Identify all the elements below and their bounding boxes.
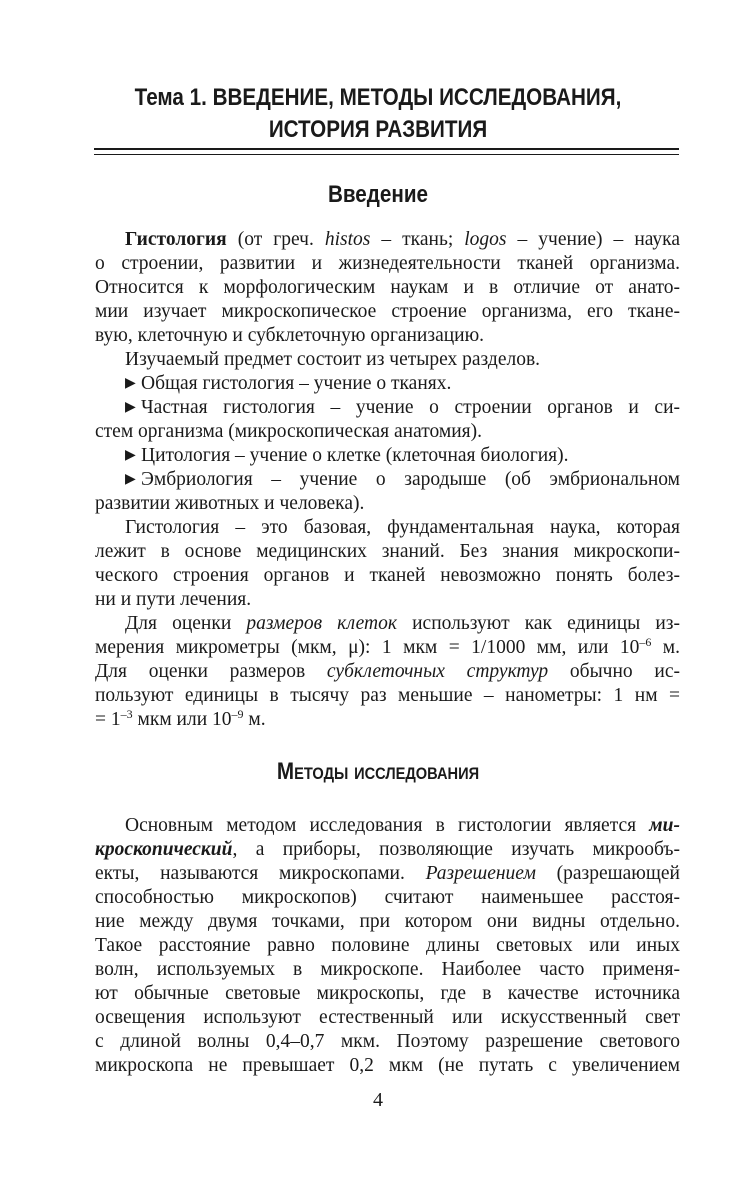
list-item xyxy=(95,468,680,492)
text-run: , а приборы, позволяющие изучать микрообъ- xyxy=(232,839,680,860)
text-bold-italic: кроскопический xyxy=(95,839,233,860)
text-line: мии изучает микроскопическое строение организма, его ткане- xyxy=(95,301,680,322)
text-line: освещения используют естественный или искусственный свет xyxy=(95,1007,680,1028)
text-line: ют обычные световые микроскопы, где в качестве источника xyxy=(95,983,680,1004)
text-line: вую, клеточную и субклеточную организацию. xyxy=(95,325,485,346)
text-line: микроскопа не превышает 0,2 мкм (не путать с увеличением xyxy=(95,1055,680,1076)
chapter-title-line-1: Тема 1. ВВЕДЕНИЕ, МЕТОДЫ ИССЛЕДОВАНИЯ, xyxy=(134,84,622,111)
text-line: Гистология – это базовая, фундаментальная наука, которая xyxy=(125,517,680,538)
term-histology: Гистология xyxy=(125,229,227,250)
bullet-arrow-icon: ▶ xyxy=(125,448,136,463)
text-run: обычно ис- xyxy=(548,661,680,682)
text-line xyxy=(95,838,680,862)
text-line xyxy=(95,612,680,636)
text-line xyxy=(95,814,680,838)
chapter-title xyxy=(105,82,652,146)
title-rule-thin xyxy=(94,154,679,155)
text-line: ни и пути лечения. xyxy=(95,589,252,610)
text-run: = 1 xyxy=(95,709,121,730)
methods-heading: Методы исследования xyxy=(276,758,480,785)
text-line: Относится к морфологическим наукам и в отличие от анато- xyxy=(95,277,680,298)
text-line xyxy=(95,660,680,684)
text-run: мерения микрометры (мкм, μ): 1 мкм = 1/1000 мм, или 10 xyxy=(95,637,640,658)
bullet-arrow-icon: ▶ xyxy=(125,472,136,487)
text-line: лежит в основе медицинских знаний. Без знания микроскопи- xyxy=(95,541,680,562)
text-line: стем организма (микроскопическая анатомия). xyxy=(95,421,483,442)
text-line: способностью микроскопов) считают наименьшее расстоя- xyxy=(95,887,680,908)
superscript: –6 xyxy=(639,635,652,649)
text-run: Для оценки xyxy=(125,613,247,634)
title-rule-thick xyxy=(94,148,679,150)
text-line: развитии животных и человека). xyxy=(95,493,365,514)
text-line: ческого строения органов и тканей невозможно понять болез- xyxy=(95,565,680,586)
text-line: Такое расстояние равно половине длины световых или иных xyxy=(95,935,680,956)
text-run: м. xyxy=(243,709,266,730)
text-run: используют как единицы из- xyxy=(397,613,681,634)
text-italic: Разрешением xyxy=(425,863,536,884)
text-italic: субклеточных структур xyxy=(326,661,549,682)
list-item xyxy=(95,396,680,420)
text-run: Общая гистология – учение о тканях. xyxy=(141,373,452,394)
text-run: Эмбриология – учение о зародыше (об эмбриональном xyxy=(141,469,680,490)
text-run: – ткань; xyxy=(370,229,465,250)
text-run: Основным методом исследования в гистологии является xyxy=(125,815,650,836)
text-italic: logos xyxy=(464,229,507,250)
text-italic: histos xyxy=(324,229,371,250)
list-item xyxy=(95,444,680,468)
text-line xyxy=(95,636,680,660)
text-run: Частная гистология – учение о строении органов и си- xyxy=(141,397,680,418)
chapter-title-line-2: ИСТОРИЯ РАЗВИТИЯ xyxy=(268,116,488,143)
text-line xyxy=(95,862,680,886)
text-run: – учение) – наука xyxy=(506,229,680,250)
superscript: –3 xyxy=(120,707,133,721)
page-number: 4 xyxy=(373,1089,383,1111)
intro-heading: Введение xyxy=(327,181,429,208)
text-bold-italic: ми- xyxy=(649,815,680,836)
text-line: пользуют единицы в тысячу раз меньшие – нанометры: 1 нм = xyxy=(95,685,680,706)
text-italic: размеров клеток xyxy=(246,613,398,634)
text-line: о строении, развитии и жизнедеятельности тканей организма. xyxy=(95,253,680,274)
text-run: екты, называются микроскопами. xyxy=(95,863,426,884)
bullet-arrow-icon: ▶ xyxy=(125,400,136,415)
text-line: с длиной волны 0,4–0,7 мкм. Поэтому разрешение светового xyxy=(95,1031,680,1052)
text-line xyxy=(95,708,680,732)
text-line xyxy=(95,228,680,252)
list-item xyxy=(95,372,680,396)
text-run: (разрешающей xyxy=(535,863,680,884)
bullet-arrow-icon: ▶ xyxy=(125,376,136,391)
text-run: Цитология – учение о клетке (клеточная биология). xyxy=(141,445,569,466)
text-line: ние между двумя точками, при котором они видны отдельно. xyxy=(95,911,680,932)
text-run: Для оценки размеров xyxy=(95,661,327,682)
superscript: –9 xyxy=(231,707,244,721)
text-run: мкм или 10 xyxy=(132,709,232,730)
text-line: Изучаемый предмет состоит из четырех разделов. xyxy=(125,349,541,370)
text-line: волн, используемых в микроскопе. Наиболее часто применя- xyxy=(95,959,680,980)
text-run: (от греч. xyxy=(226,229,325,250)
text-run: м. xyxy=(651,637,680,658)
